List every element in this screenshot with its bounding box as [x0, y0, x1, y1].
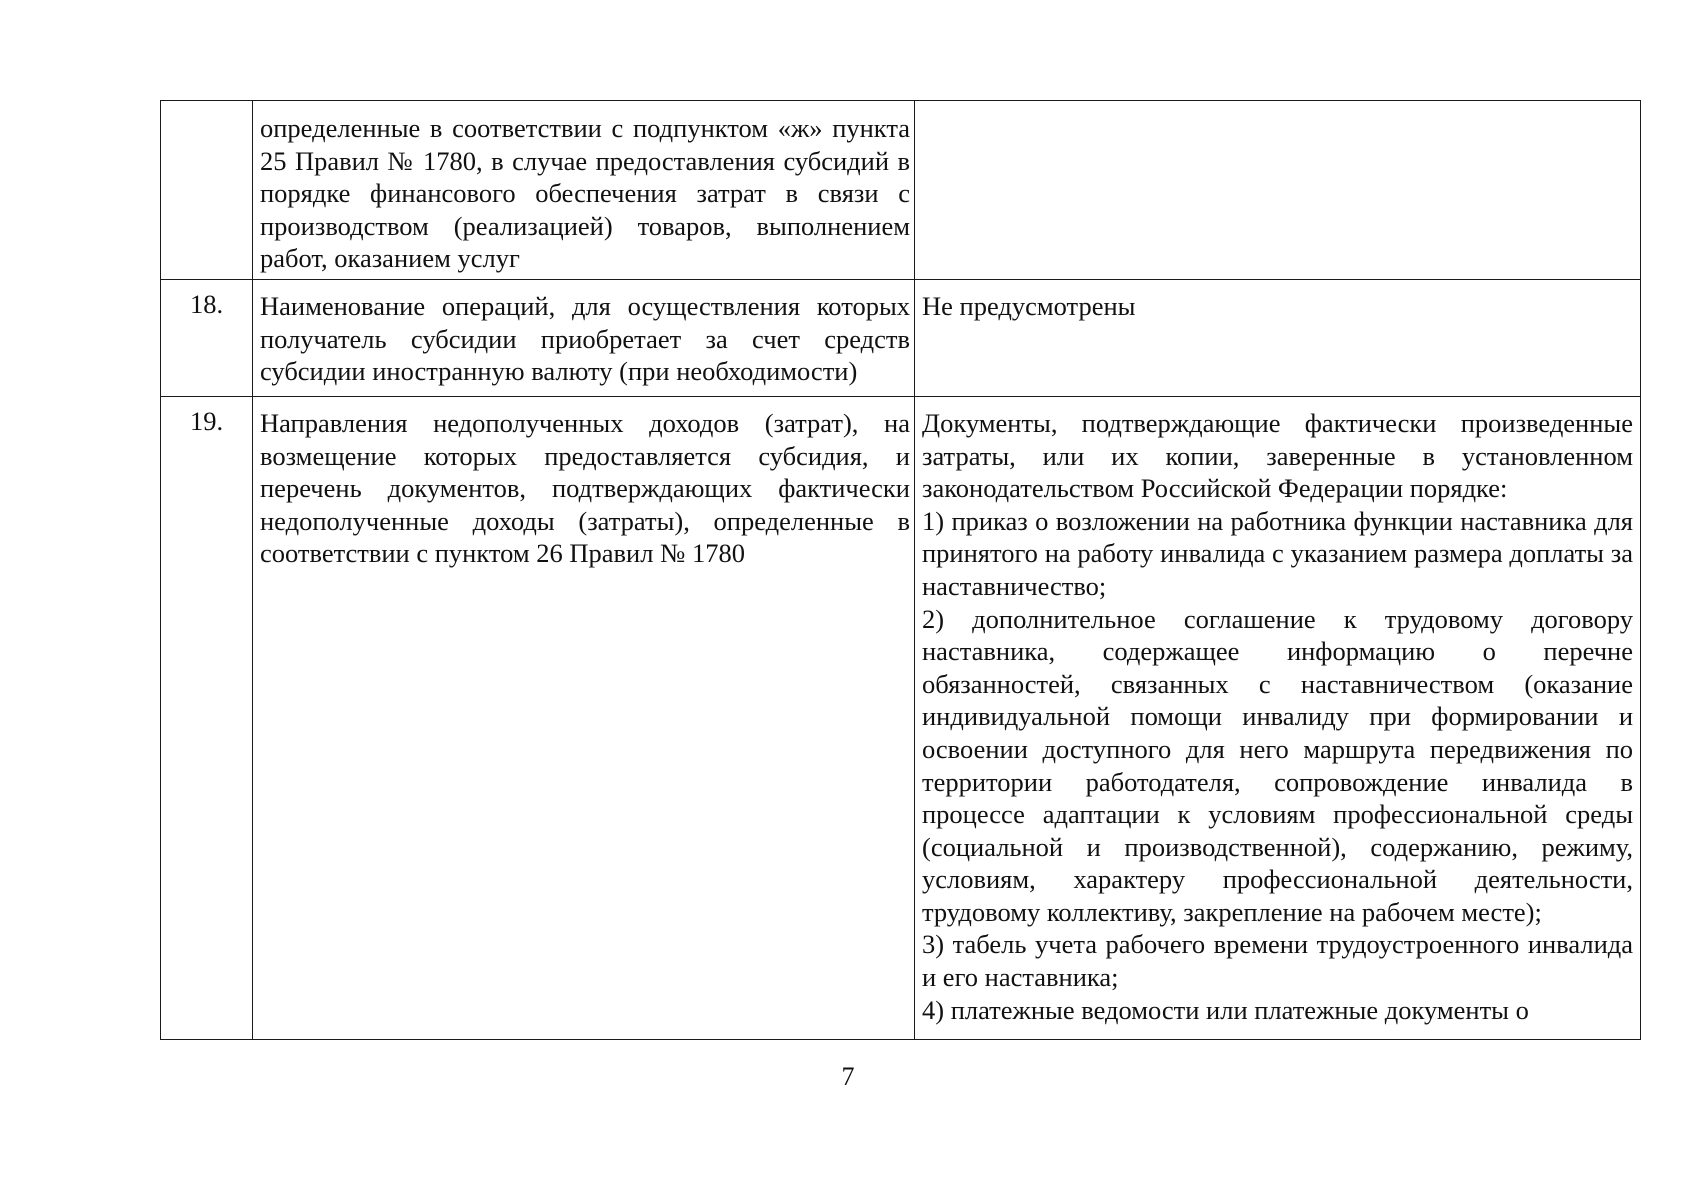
requirements-table [160, 100, 1641, 1040]
page-number: 7 [841, 1062, 855, 1091]
row-value [915, 101, 1641, 280]
table-row [161, 396, 1641, 1039]
value-paragraph: 1) приказ о возложении на работника функции наставника для принятого на работу инвалида с указанием размера доплаты за наставничество; [922, 505, 1633, 601]
row-name: Наименование операций, для осуществления которых получатель субсидии приобретает за счет средств субсидии иностранную валюту (при необходимости) [253, 279, 915, 396]
value-paragraph: 2) дополнительное соглашение к трудовому договору наставника, содержащее информацию о перечне обязанностей, связанных с наставничеством (оказание индивидуальной помощи инвалиду при формировании и освоении доступного для него маршрута передвижения по территории работодателя, сопровождение инвалида в процессе адаптации к условиям профессиональной среды (социальной и производственной), содержанию, режиму, условиям, характеру профессиональной деятельности, трудовому коллективу, закрепление на рабочем месте); [922, 603, 1633, 927]
value-paragraph: Не предусмотрены [922, 290, 1136, 321]
row-number [161, 101, 253, 280]
row-value [915, 396, 1641, 1039]
value-paragraph: Документы, подтверждающие фактически произведенные затраты, или их копии, заверенные в установленном законодательством Российской Федерации порядке: [922, 407, 1633, 504]
table-row [161, 279, 1641, 396]
row-value [915, 279, 1641, 396]
value-paragraph: 4) платежные ведомости или платежные документы о [922, 994, 1529, 1025]
row-name: определенные в соответствии с подпунктом «ж» пункта 25 Правил № 1780, в случае предоставления субсидий в порядке финансового обеспечения затрат в связи с производством (реализацией) товаров, выполнением работ, оказанием услуг [253, 101, 915, 280]
value-paragraph: 3) табель учета рабочего времени трудоустроенного инвалида и его наставника; [922, 929, 1633, 993]
row-name: Направления недополученных доходов (затрат), на возмещение которых предоставляется субсидия, и перечень документов, подтверждающих фактически недополученные доходы (затраты), определенные в соответствии с пунктом 26 Правил № 1780 [253, 396, 915, 1039]
table-row [161, 101, 1641, 280]
row-number: 19. [161, 396, 253, 1039]
row-number: 18. [161, 279, 253, 396]
